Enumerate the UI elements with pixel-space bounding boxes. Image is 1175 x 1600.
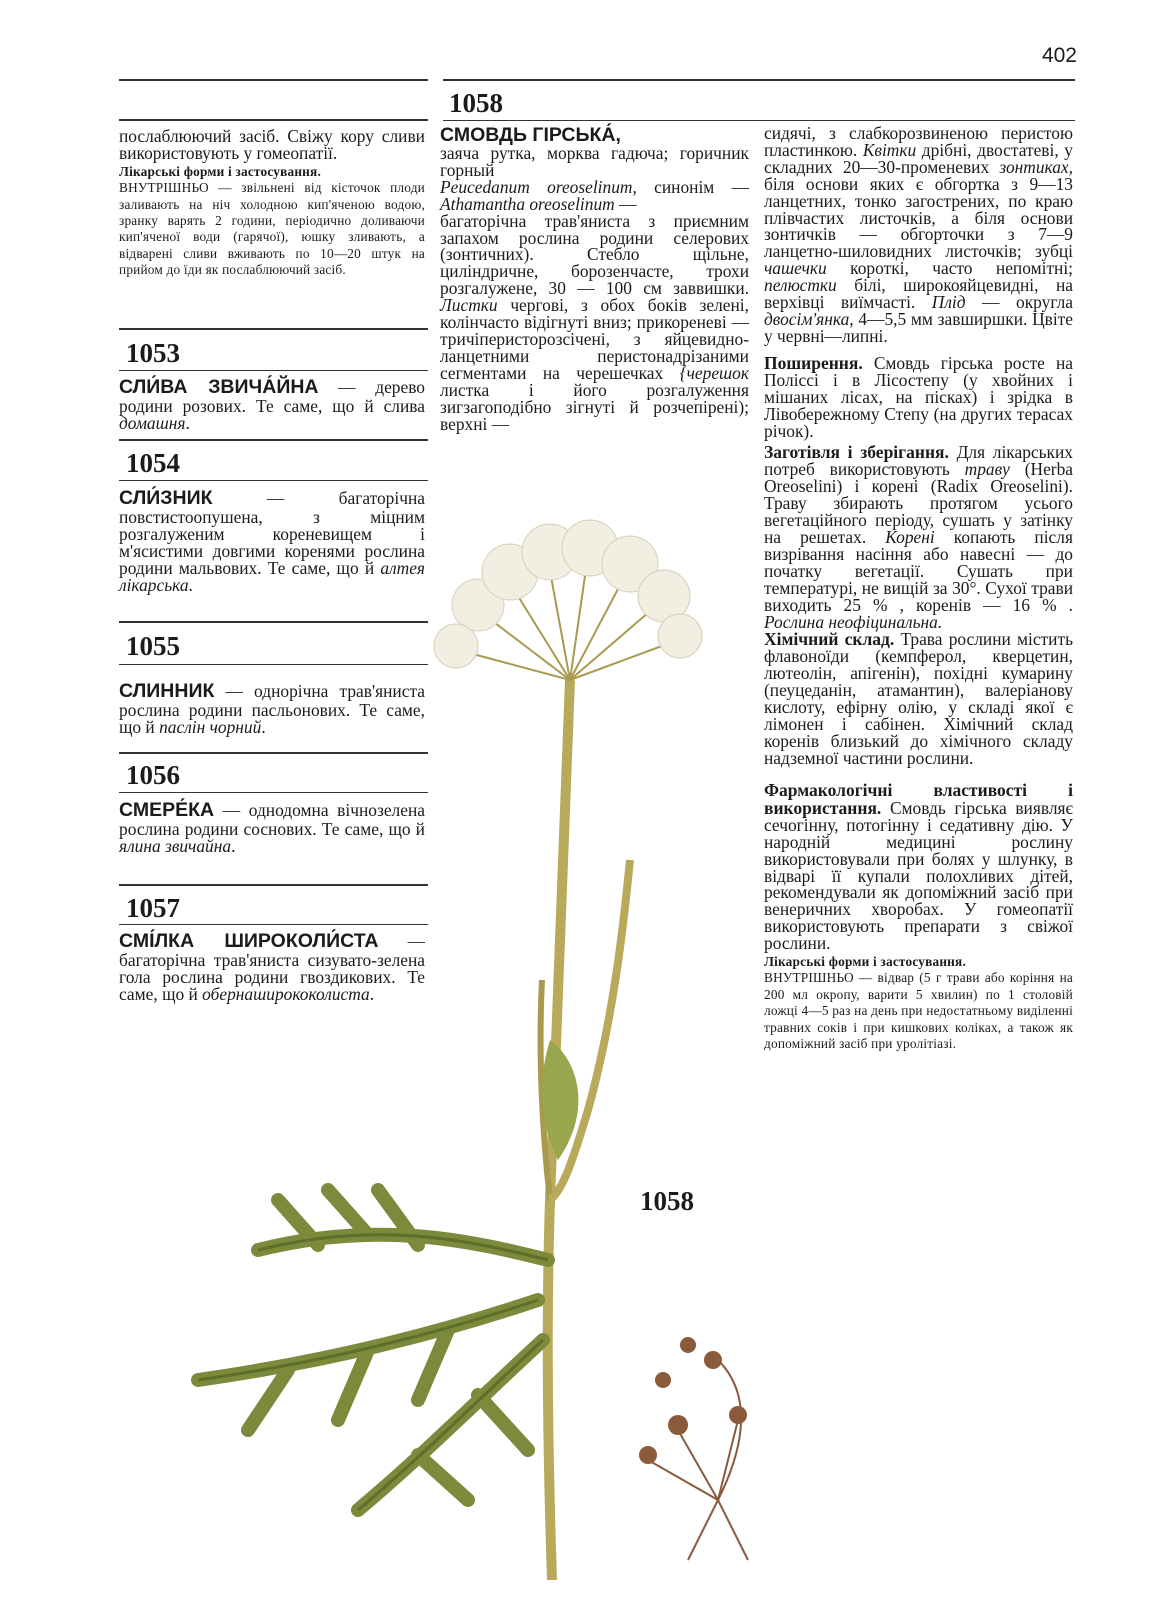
description-part: дрібні, двостатеві, у складних 20—30-променевих xyxy=(764,139,1073,177)
description-part: — округла xyxy=(982,292,1073,313)
description-part: листка і його розгалуження зигзагоподібно зігнуті й розчепірені); верхні — xyxy=(440,379,749,434)
term-umbels: зонтиках, xyxy=(999,156,1073,177)
forms-title: Лікарські форми і застосування. xyxy=(119,163,321,179)
entry-title: СЛИ́ЗНИК xyxy=(119,487,213,509)
entry-title: СЛИ́ВА ЗВИЧА́ЙНА xyxy=(119,376,319,398)
continuation-text: послаблюючий засіб. Свіжу кору сливи використовують у гомеопатії. xyxy=(119,126,425,163)
entry-ref: паслін чорний xyxy=(159,716,262,737)
entry-text: — однорічна трав'яниста рослина родини пасльонових. Те саме, що й xyxy=(119,681,425,737)
entry-number: 1053 xyxy=(126,338,180,368)
entry-end: . xyxy=(185,412,190,433)
main-title: СМОВДЬ ГІРСЬКА́, xyxy=(440,124,621,146)
main-synonyms: заяча рутка, морква гадюча; горичник горный xyxy=(440,143,749,180)
entry-end: . xyxy=(369,983,375,1004)
chemistry-title: Хімічний склад. xyxy=(764,629,895,650)
distribution-title: Поширення. xyxy=(764,352,863,373)
plant-illustration xyxy=(118,500,758,1590)
leaf-veins xyxy=(198,1235,548,1510)
entry-number: 1054 xyxy=(126,448,180,478)
latin-syn-word: синонім — xyxy=(654,176,749,197)
description-part: багаторічна трав'яниста з приємним запахом рослина родини селерових (зонтичних). Стебло щільне, циліндричне, борозенчасте, трохи розгалужене, 30 — 100 см заввишки. xyxy=(440,210,749,299)
distribution-text: Смовдь гірська росте на Поліссі і в Лісостепу (у хвойних і мішаних лісах, на пісках) і зрідка в Лівобережному Степу (на других терасах річок). xyxy=(764,352,1073,441)
entry-ref: домашня xyxy=(119,412,186,433)
forms-text: ВНУТРІШНЬО — звільнені від кісточок плоди заливають на ніч холодною кип'яченою водою, зранку варять 2 години, періодично доливаючи кип'яченої води (гарячої), юшку зливають, а відварені сливи вживають по 10—20 штук на прийом до їди як послаблюючий засіб. xyxy=(119,180,425,278)
entry-text: — однодомна вічнозелена рослина родини соснових. Те саме, що й xyxy=(119,800,425,839)
entry-text: — багаторічна трав'яниста сизувато-зелена гола рослина родини гвоздикових. Те саме, що й xyxy=(119,931,425,1004)
entry-end: . xyxy=(188,574,193,595)
flower-umbel xyxy=(434,520,702,668)
forms-title: Лікарські форми і застосування. xyxy=(764,954,966,970)
main-column-middle xyxy=(440,125,749,432)
term-leaves: Листки xyxy=(440,295,498,316)
term-fruit-type: двосім'янка, xyxy=(764,308,854,329)
pharmacology-title: Фармакологічні властивості і використання. xyxy=(764,779,1073,818)
latin-synonym: Athamantha oreoselinum xyxy=(440,193,615,214)
rule xyxy=(119,119,428,121)
entry-1053 xyxy=(119,376,425,432)
entry-text: — дерево родини розових. Те саме, що й слива xyxy=(119,377,425,416)
entry-title: СЛИННИК xyxy=(119,680,215,702)
rule xyxy=(119,439,428,441)
term-herb: траву xyxy=(964,459,1010,480)
entry-end: . xyxy=(231,835,236,856)
fruit-umbel-rays xyxy=(648,1360,748,1560)
term-petals: пелюстки xyxy=(764,275,837,296)
forms-text: ВНУТРІШНЬО — відвар (5 г трави або коріння на 200 мл окропу, варити 5 хвилин) по 1 столовій ложці 4—5 раз на день при недостатньому виділенні травних соків і при кишкових коліках, а також як допоміжний засіб при уролітіазі. xyxy=(764,970,1073,1052)
description-part: білі, широкояйцевидні, на верхівці виїмчасті. xyxy=(764,275,1073,313)
entry-number: 1055 xyxy=(126,631,180,661)
rule xyxy=(119,480,428,481)
entry-title: СМІ́ЛКА ШИРОКОЛИ́СТА xyxy=(119,930,379,952)
leaf-lobes xyxy=(198,1190,548,1510)
left-continuation xyxy=(119,128,425,279)
description-part: короткі, часто непомітні; xyxy=(850,258,1073,279)
term-calyx: чашечки xyxy=(764,258,827,279)
entry-text: — багаторічна повстистоопушена, з міцним розгалуженим кореневищем і м'ясистими довгими коренями рослина родини мальвових. Те саме, що й xyxy=(119,488,425,578)
header-rule-right xyxy=(443,79,1075,81)
entry-title: СМЕРЕ́КА xyxy=(119,799,215,821)
dash: — xyxy=(619,193,637,214)
harvest-title: Заготівля і зберігання. xyxy=(764,442,949,463)
main-entry-number: 1058 xyxy=(449,88,503,118)
entry-number: 1057 xyxy=(126,893,180,923)
header-rule-left xyxy=(119,79,428,81)
entry-ref: ялина звичайна xyxy=(119,835,232,856)
description-part: сидячі, з слабкорозвиненою перистою пластинкою. xyxy=(764,123,1073,160)
rule xyxy=(119,328,428,330)
entry-end: . xyxy=(261,716,266,737)
harvest-text: копають після визрівання насіння або навесні — до початку вегетації. Сушать при температурі, не вищій за 30°. Сухої трави виходить 25 % , коренів — 16 % . xyxy=(764,527,1073,615)
main-column-right xyxy=(764,125,1073,1053)
chemistry-text: Трава рослини містить флавоноїди (кемпферол, кверцетин, лютеолін, апігенін), похідні кумарину (пеуцеданін, атамантин), валеріанову кислоту, ефірну олію, у складі якої є лімонен і сабінен. Хімічний склад коренів близький до хімічного складу надземної частини рослини. xyxy=(764,629,1073,768)
latin-name: Peucedanum oreoselinum, xyxy=(440,176,637,197)
term-flowers: Квітки xyxy=(862,139,917,160)
pharmacology-text: Смовдь гірська виявляє сечогінну, потогінну і седативну дію. У народній медицині рослину використовували при болях у шлунку, в відварі її купали полохливих дітей, рекомендували як допоміжний засіб при венеричних хворобах. У гомеопатії використовують препарати з свіжої рослини. xyxy=(764,797,1073,954)
description-part: чергові, з обох боків зелені, колінчасто відігнуті вниз; прикореневі — тричіперисторозсічені, з яйцевидно-ланцетними перистонадрізаними сегментами на черешечках xyxy=(440,295,749,383)
term-roots: Корені xyxy=(885,527,935,548)
illustration-label: 1058 xyxy=(640,1186,694,1216)
term-petiole: {черешок xyxy=(679,362,749,383)
entry-ref: алтея лікарська xyxy=(119,557,425,595)
description-part: 4—5,5 мм завширшки. Цвіте у червні—липні. xyxy=(764,308,1073,346)
description-part: біля основи яких є обгортка з 9—13 ланцетних, тонко загострених, по краю плівчастих листочків, а біля основи зонтичків — обгорточки з 7—9 ланцетно-шиловидних листочків; зубці xyxy=(764,173,1073,262)
harvest-text: (Herba Oreoselini) і корені (Radix Oreoselini). Траву збирають протягом усього вегетаційного періоду, сушать у затінку на решетах. xyxy=(764,459,1073,548)
term-fruit: Плід xyxy=(931,292,966,313)
harvest-text: Для лікарських потреб використовують xyxy=(764,442,1073,480)
rule xyxy=(443,120,1075,121)
entry-number: 1056 xyxy=(126,760,180,790)
rule xyxy=(119,370,428,371)
nonofficial-note: Рослина неофіцинальна. xyxy=(764,611,943,632)
page-number: 402 xyxy=(1041,44,1077,67)
entry-ref: обернаширококолиста xyxy=(202,983,370,1004)
